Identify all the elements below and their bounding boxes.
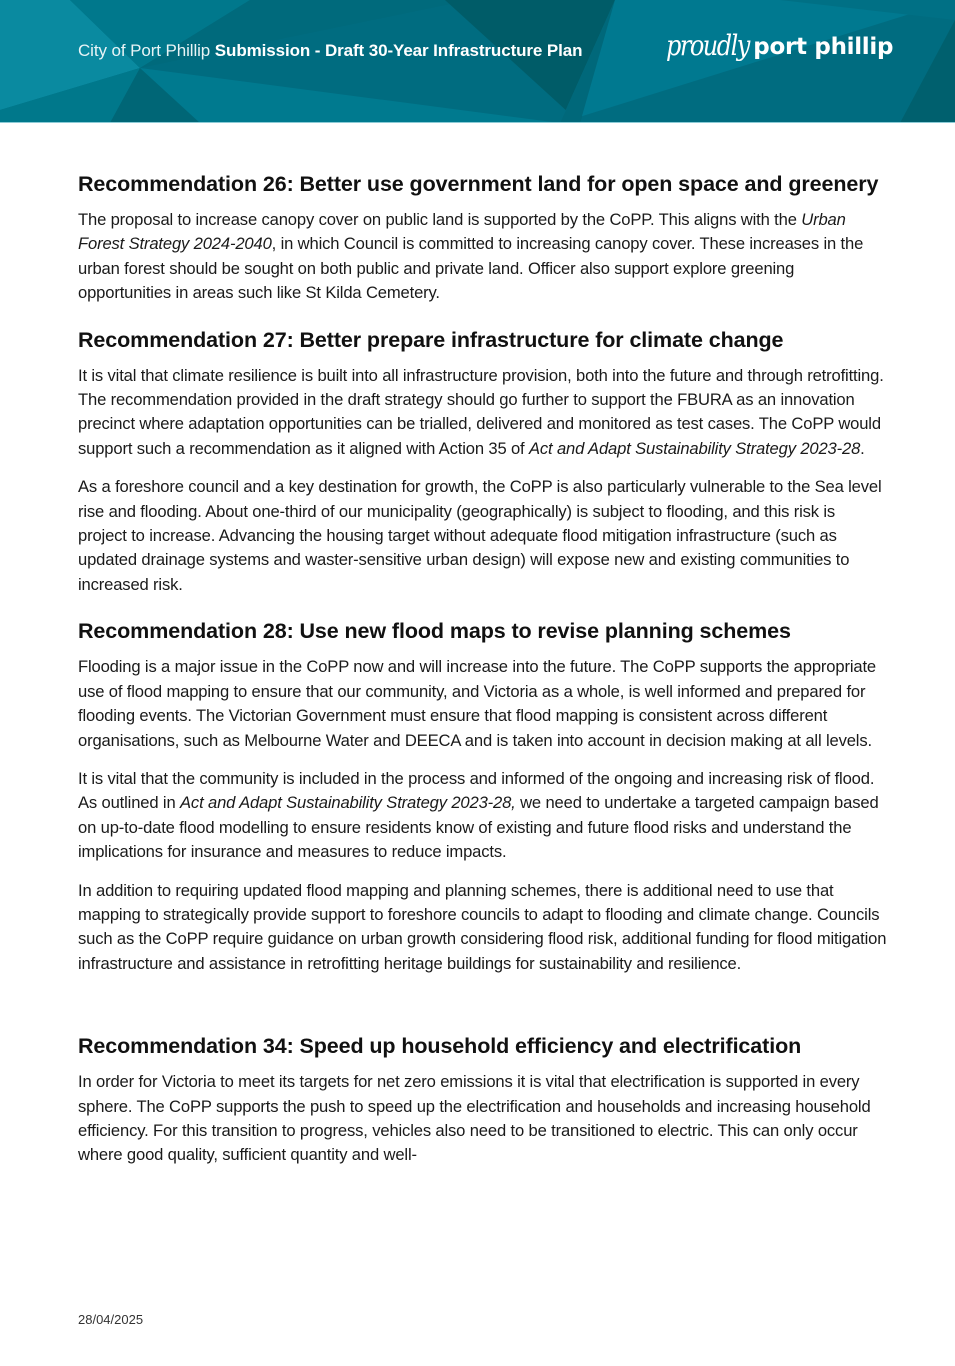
text-run: It is vital that climate resilience is built into all infrastructure provision, both into the future and through retrofitting. The recommendation provided in the draft strategy should go further to support the FBURA as an innovation precinct where adaptation opportunities can be trialled, delivered and monitored as test cases. The CoPP would support such a recommendation as it aligned with Action 35 of [78,365,884,458]
organisation-name: City of Port Phillip [78,41,211,60]
paragraph: In order for Victoria to meet its targets for net zero emissions it is vital that electrification is supported in every sphere. The CoPP supports the push to speed up the electrification and households and increasing household efficiency. For this transition to progress, vehicles also need to be transitioned to electric. This can only occur where good quality, sufficient quantity and well- [78,1072,871,1165]
italic-document-reference: Urban Forest Strategy 2024-2040 [78,210,846,254]
footer-date: 28/04/2025 [78,1312,144,1327]
recommendation-28-section [78,617,888,976]
paragraph [78,208,888,306]
banner-bottom-strip [0,122,955,123]
paragraph [78,364,888,462]
text-run: we need to undertake a targeted campaign based on up-to-date flood modelling to ensure residents know of existing and future flood risks and understand the implications for insurance and measures to reduce impacts. [78,793,879,862]
document-title: Submission - Draft 30-Year Infrastructure Plan [214,41,583,60]
italic-document-reference: Act and Adapt Sustainability Strategy 2023-28 [528,438,861,458]
text-run: , in which Council is committed to increasing canopy cover. These increases in the urban forest should be sought on both public and private land. Officer also support explore greening opportunities in areas such like St Kilda Cemetery. [78,234,864,303]
paragraph: As a foreshore council and a key destination for growth, the CoPP is also particularly vulnerable to the Sea level rise and flooding. About one-third of our municipality (geographically) is subject to flooding, and this risk is project to increase. Advancing the housing target without adequate flood mitigation infrastructure (such as updated drainage systems and waster-sensitive urban design) will expose new and existing communities to increased risk. [78,477,882,594]
text-run: . [860,438,865,458]
section-heading: Recommendation 34: Speed up household efficiency and electrification [78,1034,802,1059]
text-run: The proposal to increase canopy cover on public land is supported by the CoPP. This aligns with the [78,210,802,229]
logo-brand-text: port phillip [753,34,894,60]
section-heading: Recommendation 26: Better use government land for open space and greenery [78,172,879,196]
section-heading: Recommendation 27: Better prepare infrastructure for climate change [78,327,784,352]
text-run: It is vital that the community is included in the process and informed of the ongoing and increasing risk of flood. As outlined in [78,768,875,813]
logo-script-text: proudly [666,29,749,63]
italic-document-reference: Act and Adapt Sustainability Strategy 2023-28, [180,793,516,813]
paragraph: Flooding is a major issue in the CoPP now and will increase into the future. The CoPP supports the appropriate use of flood mapping to ensure that our community, and Victoria as a whole, is well informed and prepared for flooding events. The Victorian Government must ensure that flood mapping is consistent across different organisations, such as Melbourne Water and DEECA and is taken into account in decision making at all levels. [78,657,876,750]
recommendation-34-section [78,1032,888,1168]
paragraph: In addition to requiring updated flood mapping and planning schemes, there is additional need to use that mapping to strategically provide support to foreshore councils to adapt to flooding and climate change. Councils such as the CoPP require guidance on urban growth considering flood risk, additional funding for flood mitigation infrastructure and assistance in retrofitting heritage buildings for sustainability and resilience. [78,880,887,973]
recommendation-27-section [78,326,888,598]
document-header-title [78,41,582,61]
document-body [78,170,888,1182]
section-heading: Recommendation 28: Use new flood maps to revise planning schemes [78,619,791,644]
banner-facet-background [0,0,955,123]
recommendation-26-section [78,170,888,306]
proudly-port-phillip-logo [666,29,894,63]
page-header-banner [0,0,955,123]
paragraph [78,767,888,865]
